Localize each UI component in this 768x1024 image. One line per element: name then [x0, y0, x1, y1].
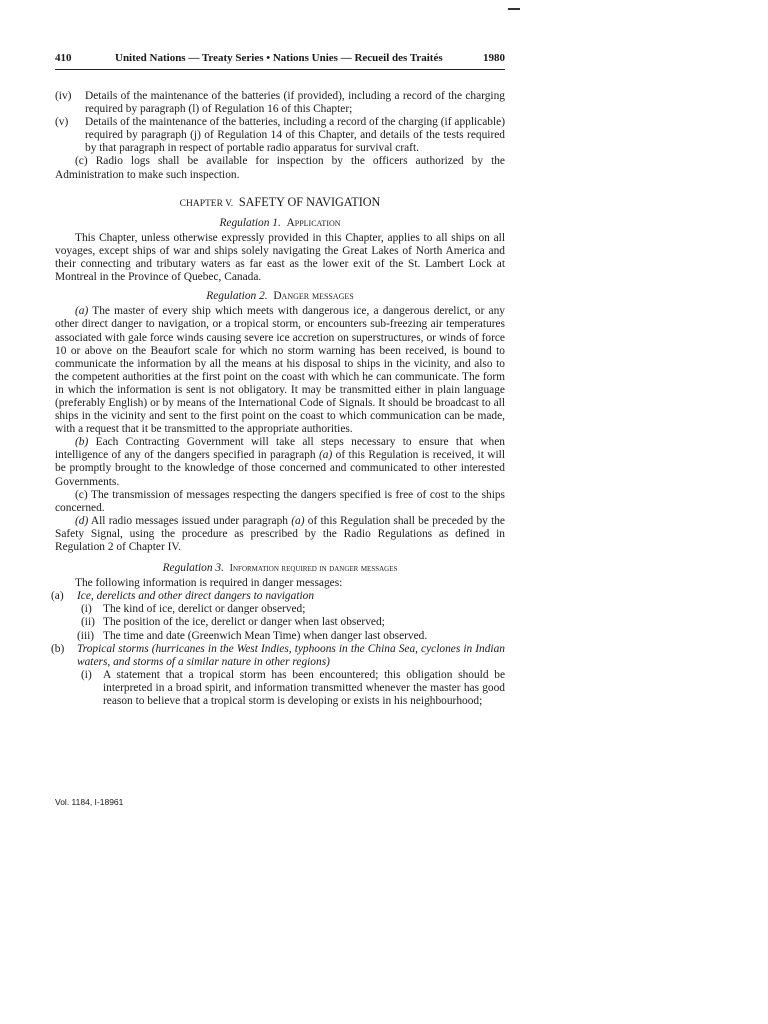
regulation-3-a-item: (iii) The time and date (Greenwich Mean Time) when danger last observed. [77, 629, 428, 642]
item-iv: (iv) Details of the maintenance of the batteries (if provided), including a record of the charging required by paragraph (l) of Regulation 16 of this Chapter; [55, 90, 505, 116]
item-v: (v) Details of the maintenance of the batteries, including a record of the charging (if applicable) required by paragraph (j) of Regulation 14 of this Chapter, and details of the tests required by that paragraph in respect of portable radio apparatus for survival craft. [55, 116, 505, 155]
header-rule [55, 69, 505, 70]
regulation-3-intro: The following information is required in danger messages: [75, 577, 343, 590]
page-number: 410 [55, 52, 72, 64]
regulation-2-d: (d) All radio messages issued under paragraph (a) of this Regulation shall be preceded by the Safety Signal, using the procedure as prescribed by the Radio Regulations as defined in Regulation 2 of Chapter IV. [55, 514, 505, 553]
regulation-3-heading: Regulation 3. Information required in danger messages [162, 562, 398, 575]
header-year: 1980 [483, 52, 505, 64]
volume-reference: Vol. 1184, I-18961 [55, 797, 124, 807]
document-page [51, 52, 506, 708]
regulation-3-b-item: (i) A statement that a tropical storm has been encountered; this obligation should be interpreted in a broad spirit, and information transmitted whenever the master has good reason to believe that a tropical storm is developing or exists in his neighbourhood; [81, 668, 505, 708]
document-body [51, 90, 506, 708]
regulation-3-a-item: (ii) The position of the ice, derelict or danger when last observed; [81, 616, 385, 629]
chapter-heading: CHAPTER V. SAFETY OF NAVIGATION [179, 194, 381, 209]
regulation-3-a-item: (i) The kind of ice, derelict or danger observed; [81, 603, 306, 616]
scan-mark [508, 8, 520, 10]
regulation-3-b: (b) Tropical storms (hurricanes in the West Indies, typhoons in the China Sea, cyclones in Indian waters, and storms of a similar nature in other regions) [51, 642, 505, 668]
regulation-2-heading: Regulation 2. Danger messages [206, 290, 354, 303]
regulation-2-b: (b) Each Contracting Government will take all steps necessary to ensure that when intelligence of any of the dangers specified in paragraph (a) of this Regulation is received, it will be promptly brought to the knowledge of those concerned and communicated to other interested Governments. [55, 436, 506, 488]
regulation-2-c: (c) The transmission of messages respecting the dangers specified is free of cost to the ships concerned. [55, 488, 505, 514]
regulation-1-text: This Chapter, unless otherwise expressly provided in this Chapter, applies to all ships on all voyages, except ships of war and ships solely navigating the Great Lakes of North America and their connecting and tributary waters as far east as the lower exit of the St. Lambert Lock at Montreal in the Province of Quebec, Canada. [55, 231, 505, 284]
regulation-2-a: (a) The master of every ship which meets with dangerous ice, a dangerous derelict, or any other direct danger to navigation, or a tropical storm, or encounters sub-freezing air temperatures associated with gale force winds causing severe ice accretion on superstructures, or winds of force 10 or above on the Beaufort scale for which no storm warning has been received, is bound to communicate the information by all the means at his disposal to ships in the vicinity, and also to the competent authorities at the first point on the coast with which he can communicate. The form in which the information is sent is not obligatory. It may be transmitted either in plain language (preferably English) or by means of the International Code of Signals. It should be broadcast to all ships in the vicinity and sent to the first point on the coast to which communication can be made, with a request that it be transmitted to the appropriate authorities. [55, 305, 505, 436]
regulation-1-heading: Regulation 1. Application [219, 216, 341, 229]
running-header [55, 52, 505, 68]
regulation-3-a: (a) Ice, derelicts and other direct dangers to navigation [51, 590, 315, 603]
running-title: United Nations — Treaty Series • Nations Unies — Recueil des Traités [115, 52, 443, 64]
item-c: (c) Radio logs shall be available for inspection by the officers authorized by the Administration to make such inspection. [55, 155, 505, 181]
